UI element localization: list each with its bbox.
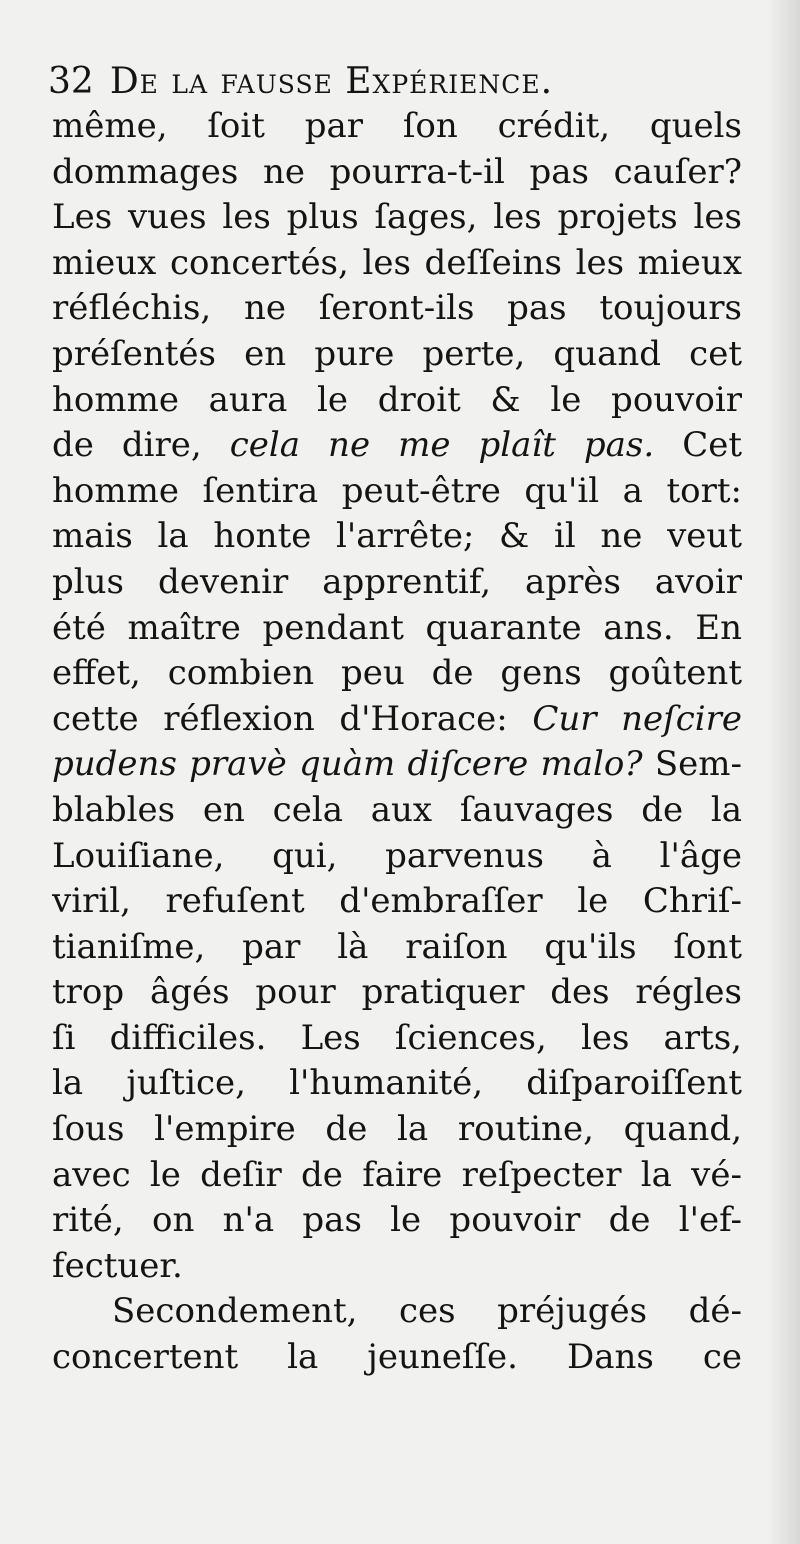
text-line: été maître pendant quarante ans. En	[52, 607, 742, 648]
page-number: 32	[48, 61, 94, 102]
text-segment: cette réflexion d'Horace:	[52, 698, 533, 739]
running-title: De la fausse Expérience.	[109, 61, 554, 102]
text-segment: Sem-	[642, 744, 742, 785]
text-line: préſentés en pure perte, quand cet	[52, 333, 742, 374]
text-line: trop âgés pour pratiquer des régles	[52, 972, 742, 1013]
running-header	[48, 60, 748, 104]
text-line: même, ſoit par ſon crédit, quels	[52, 106, 742, 146]
italic-text: cela ne me plaît pas.	[229, 425, 655, 466]
text-line: tianiſme, par là raiſon qu'ils ſont	[52, 926, 742, 967]
text-line: fectuer.	[52, 1245, 183, 1286]
text-line	[52, 742, 742, 788]
text-line: ſous l'empire de la routine, quand,	[52, 1109, 742, 1150]
text-line: homme aura le droit & le pouvoir	[52, 379, 742, 420]
italic-text: pudens pravè quàm diſcere malo?	[52, 744, 643, 785]
text-line: Secondement, ces préjugés dé-	[112, 1291, 742, 1332]
text-line: ſi difficiles. Les ſciences, les arts,	[52, 1017, 742, 1058]
text-segment: de dire,	[52, 425, 230, 466]
text-line: avec le deſir de faire reſpecter la vé-	[52, 1154, 742, 1195]
text-line: Louiſiane, qui, parvenus à l'âge	[52, 835, 742, 876]
text-segment: Cet	[654, 425, 742, 466]
text-line	[52, 423, 742, 469]
text-line: homme ſentira peut-être qu'il a tort:	[52, 470, 742, 511]
text-line: effet, combien peu de gens goûtent	[52, 653, 742, 694]
text-line: dommages ne pourra-t-il pas cauſer?	[52, 151, 742, 192]
text-line: réfléchis, ne ſeront-ils pas toujours	[52, 288, 742, 329]
text-line: plus devenir apprentif, après avoir	[52, 561, 742, 602]
text-line: Les vues les plus ſages, les projets les	[52, 197, 742, 238]
text-line: concertent la jeuneſſe. Dans ce	[52, 1337, 742, 1378]
body-text	[52, 104, 742, 1381]
text-line: viril, refuſent d'embraſſer le Chriſ-	[52, 881, 742, 922]
text-line: blables en cela aux ſauvages de la	[52, 789, 742, 830]
italic-text: Cur neſcire	[532, 698, 742, 739]
text-line: rité, on n'a pas le pouvoir de l'ef-	[52, 1200, 742, 1241]
text-line: mieux concertés, les deſſeins les mieux	[52, 242, 742, 283]
text-line	[52, 697, 742, 743]
text-line: la juſtice, l'humanité, diſparoiſſent	[52, 1063, 742, 1104]
text-line: mais la honte l'arrête; & il ne veut	[52, 516, 742, 557]
